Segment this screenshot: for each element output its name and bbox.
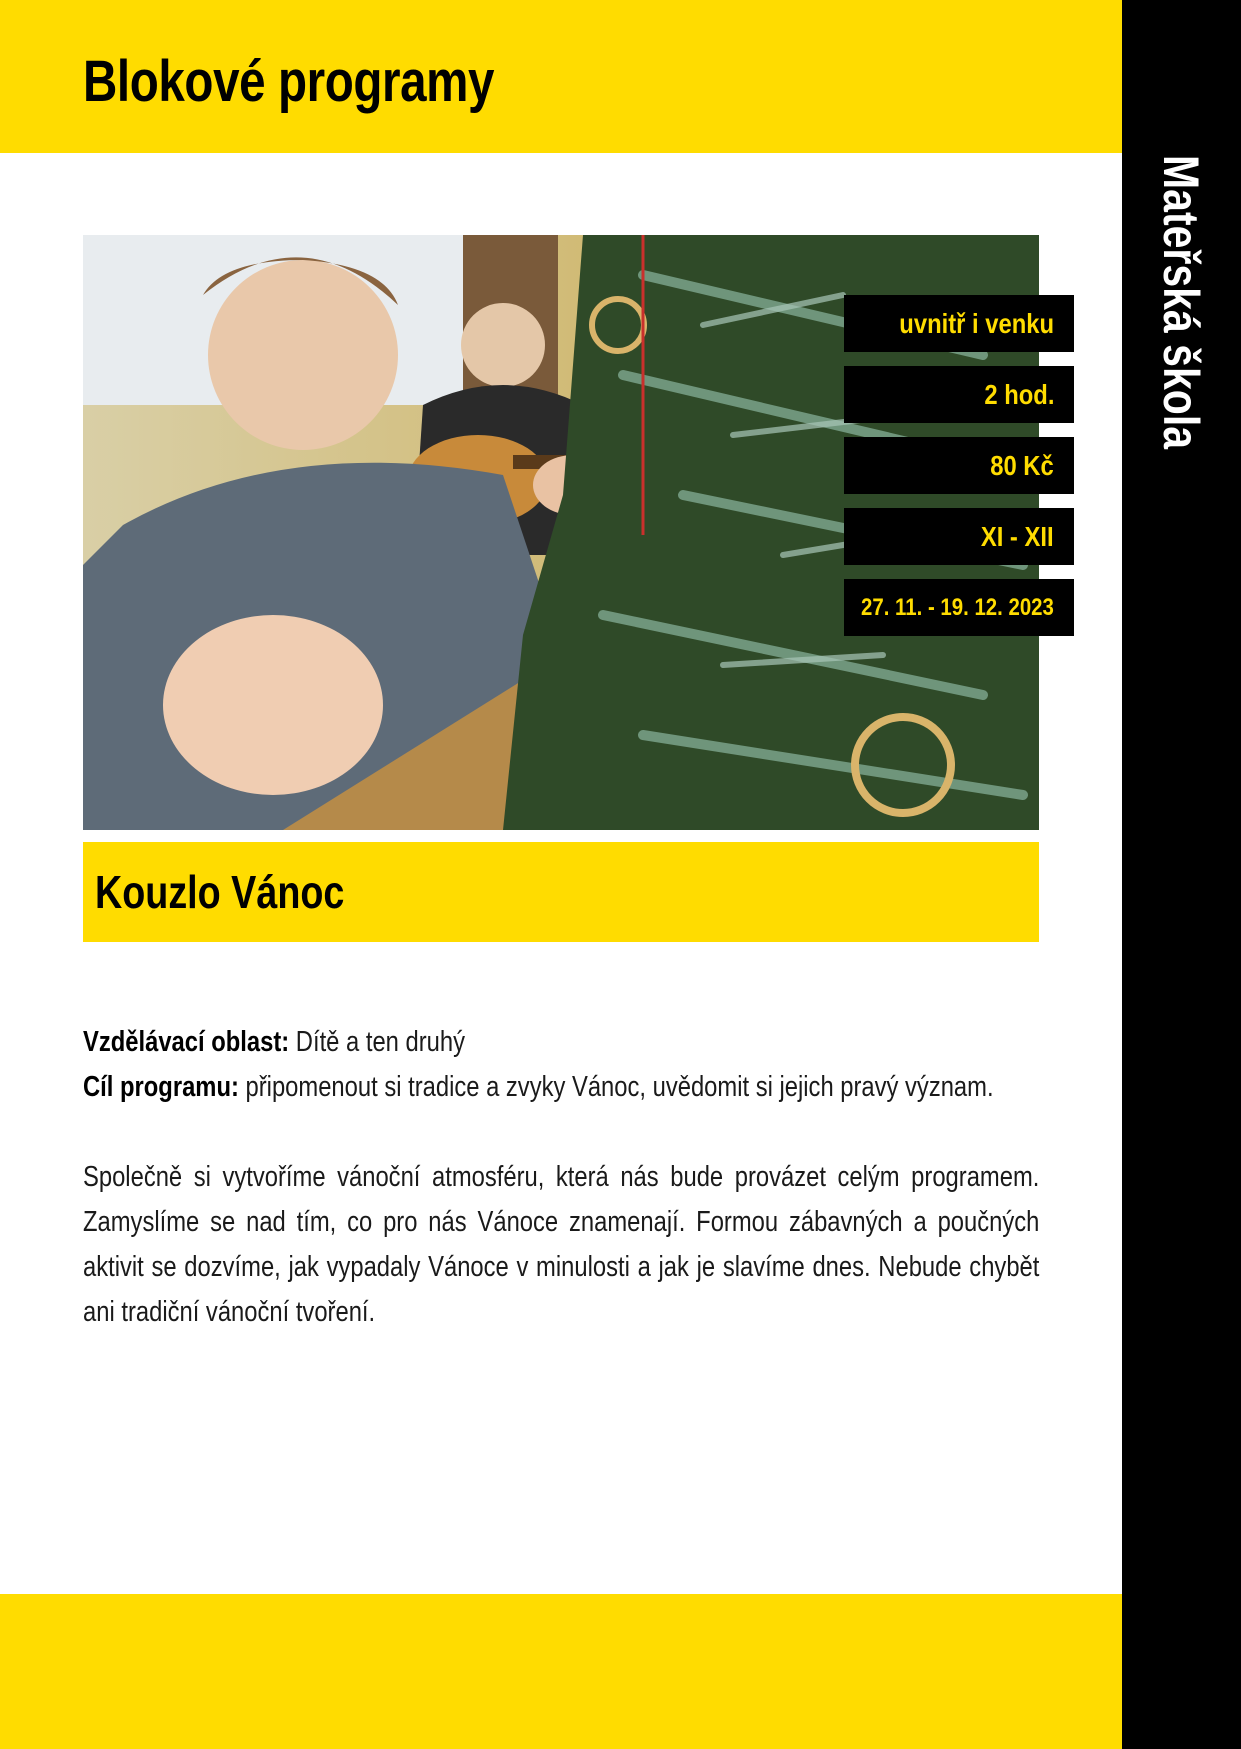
goal-label: Cíl programu:: [83, 1071, 239, 1103]
area-label: Vzdělávací oblast:: [83, 1026, 290, 1058]
program-title: Kouzlo Vánoc: [95, 866, 345, 918]
area-line: [83, 1020, 1039, 1065]
teacher-head: [461, 303, 545, 387]
tag-months: XI - XII: [844, 508, 1074, 565]
tag-price: 80 Kč: [844, 437, 1074, 494]
goal-line: [83, 1065, 1039, 1110]
page-title: Blokové programy: [83, 49, 495, 114]
area-value: Dítě a ten druhý: [295, 1026, 465, 1058]
footer-band: [0, 1594, 1122, 1749]
hand: [163, 615, 383, 795]
side-label: Mateřská škola: [1153, 155, 1209, 450]
program-details: [83, 1020, 1039, 1335]
program-title-band: [83, 842, 1039, 942]
tag-location: uvnitř i venku: [844, 295, 1074, 352]
goal-value: připomenout si tradice a zvyky Vánoc, uvědomit si jejich pravý význam.: [245, 1071, 994, 1103]
program-description: Společně si vytvoříme vánoční atmosféru, která nás bude provázet celým programem. Zamyslíme se nad tím, co pro nás Vánoce znamenají. Formou zábavných a poučných aktivit se dozvíme, jak vypadaly Vánoce v minulosti a jak je slavíme dnes. Nebude chybět ani tradiční vánoční tvoření.: [83, 1161, 1040, 1328]
tag-duration: 2 hod.: [844, 366, 1074, 423]
tag-dates: 27. 11. - 19. 12. 2023: [844, 579, 1074, 636]
boy-head: [208, 260, 398, 450]
header-band: [0, 0, 1122, 153]
